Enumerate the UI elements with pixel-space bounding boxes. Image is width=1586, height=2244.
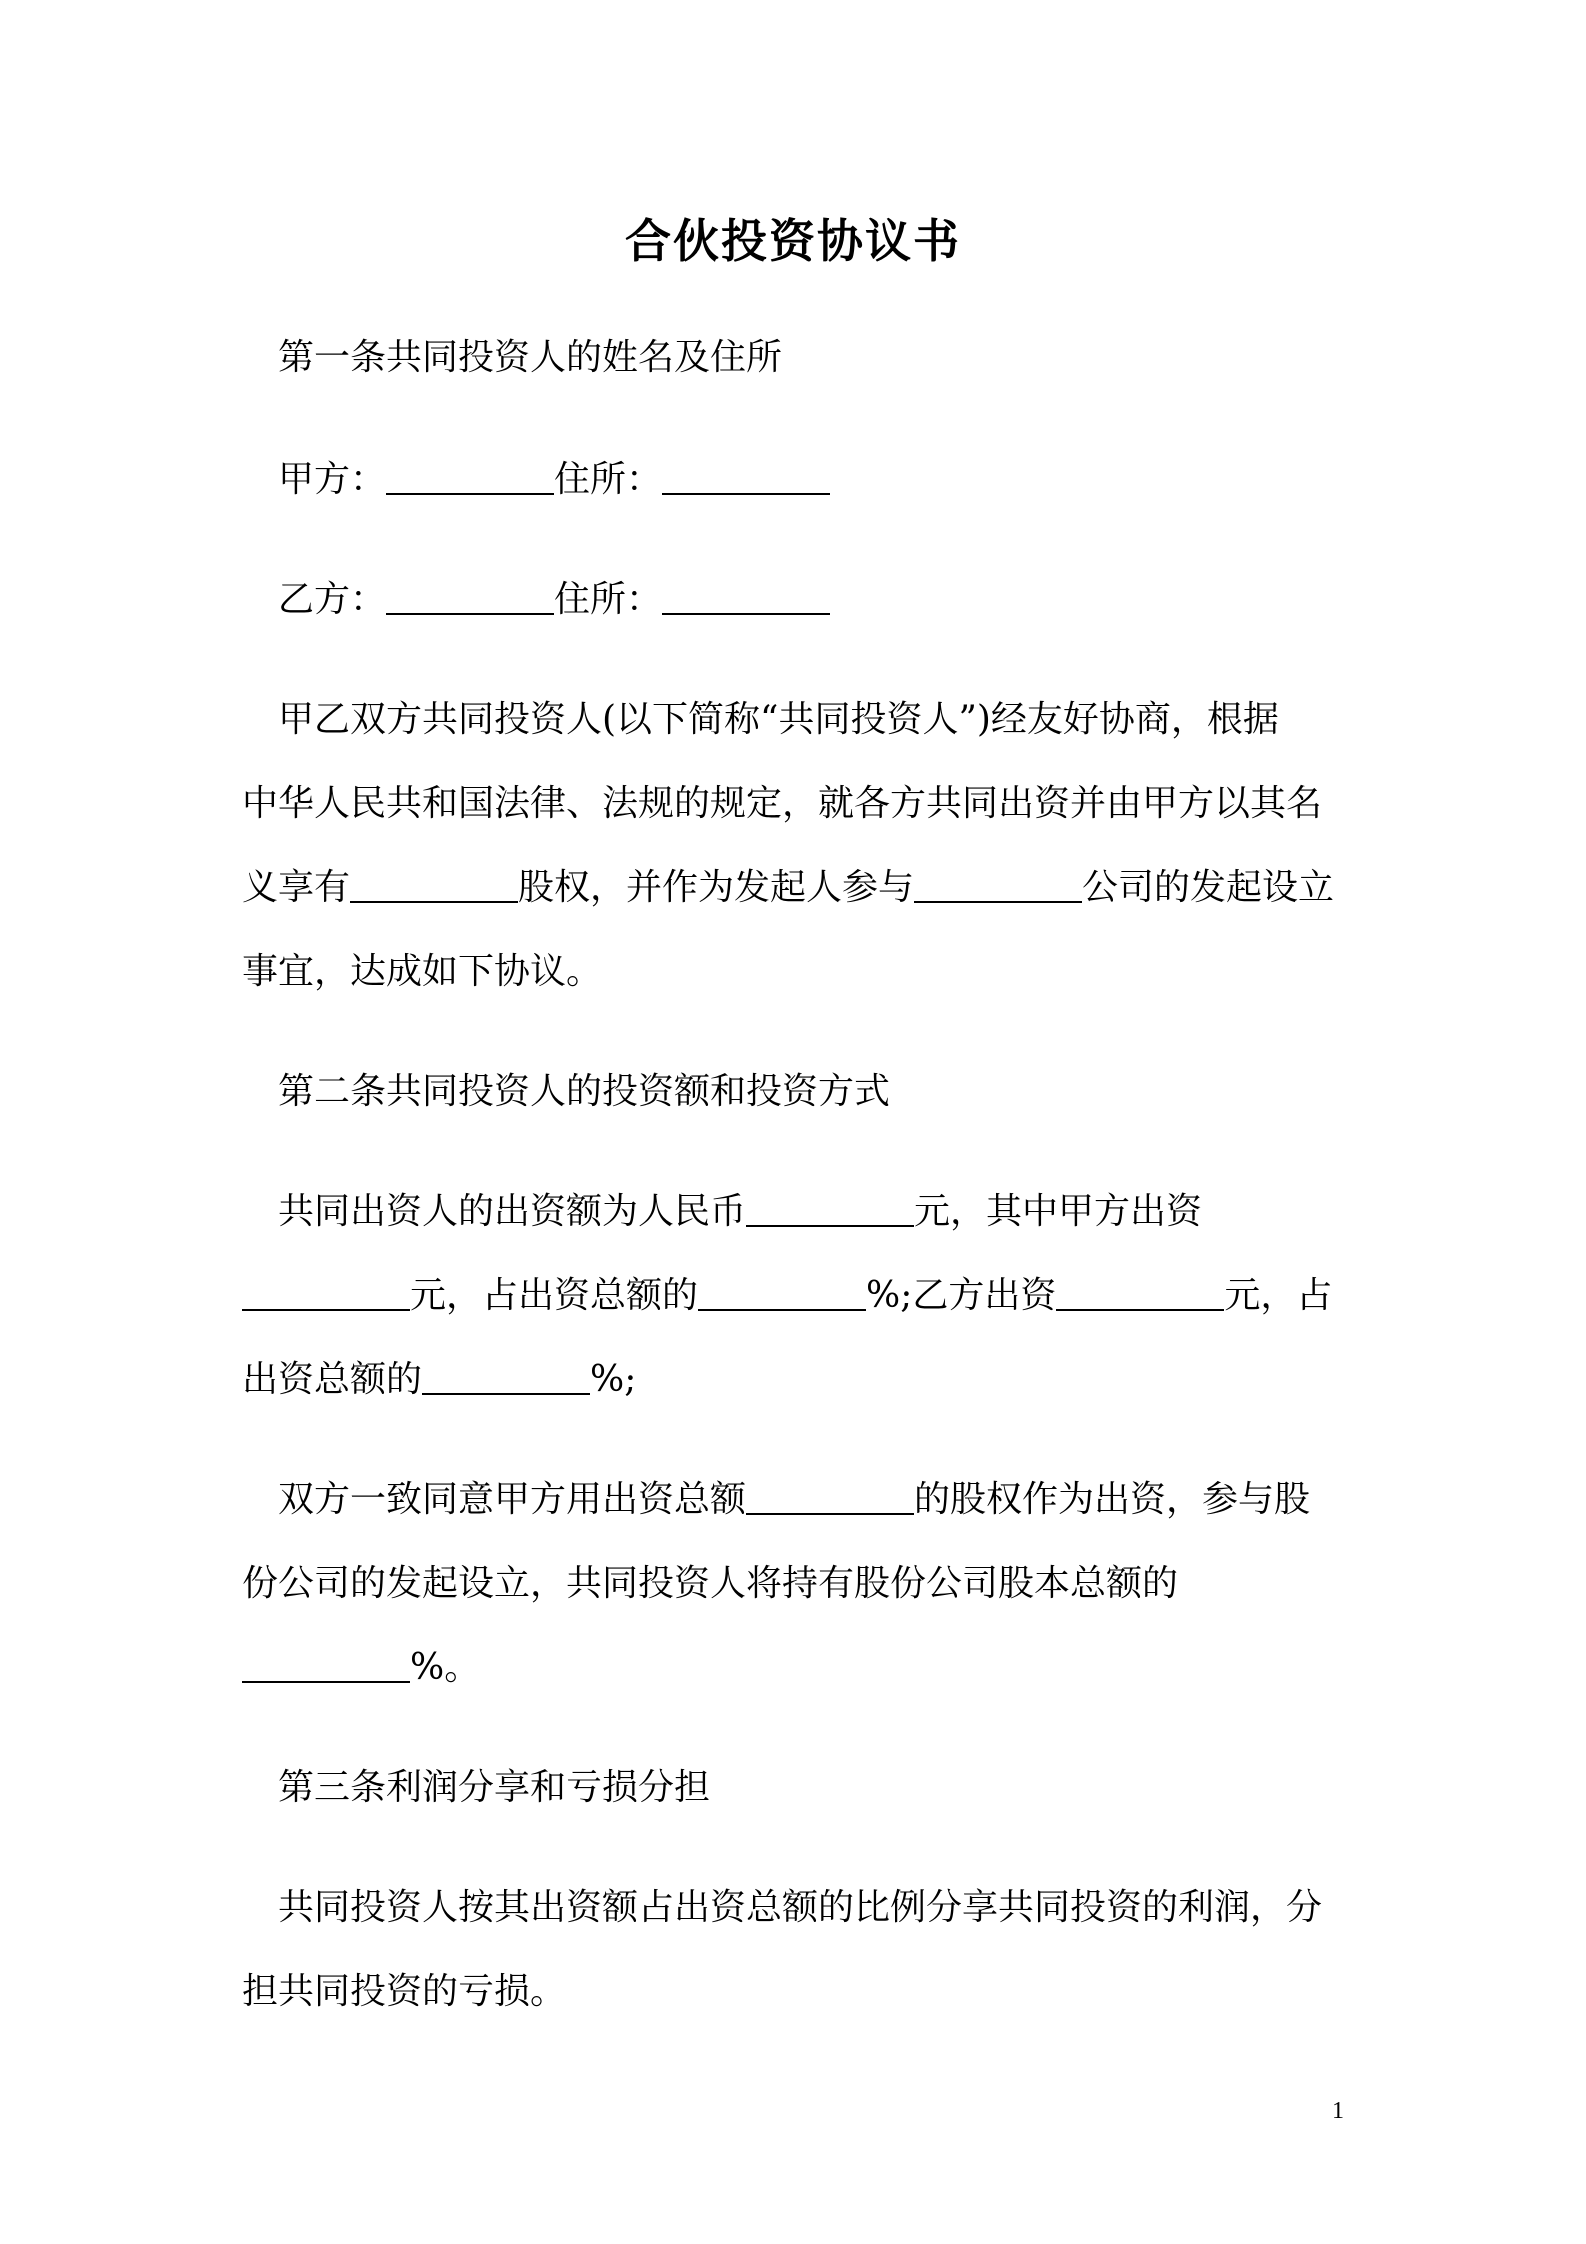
text-segment: 元，占: [1224, 1275, 1333, 1316]
article3-heading: 第三条利润分享和亏损分担: [278, 1767, 711, 1808]
article2-p2-line1: [278, 1478, 1357, 1522]
party-b-label: 乙方：: [278, 579, 387, 620]
article3-line1: 共同投资人按其出资额占出资总额的比例分享共同投资的利润，分: [278, 1887, 1323, 1928]
article1-para-line3: [242, 866, 1357, 910]
party-b-amount-blank: [1056, 1279, 1224, 1311]
text-segment: 双方一致同意甲方用出资总额: [278, 1479, 747, 1520]
article2-heading: 第二条共同投资人的投资额和投资方式: [278, 1071, 891, 1112]
company-name-blank: [914, 871, 1082, 903]
article1-para-line2: 中华人民共和国法律、法规的规定，就各方共同出资并由甲方以其名: [242, 783, 1323, 824]
article3-line2: 担共同投资的亏损。: [242, 1971, 567, 2012]
article1-heading: 第一条共同投资人的姓名及住所: [278, 337, 783, 378]
text-segment: 的股权作为出资，参与股: [914, 1479, 1311, 1520]
text-segment: %。: [410, 1647, 481, 1688]
article2-p1-line3: [242, 1358, 1357, 1402]
article2-p2-line2: 份公司的发起设立，共同投资人将持有股份公司股本总额的: [242, 1563, 1179, 1604]
article1-para-line4: 事宜，达成如下协议。: [242, 951, 603, 992]
text-segment: %;乙方出资: [866, 1275, 1057, 1316]
party-b-address-label: 住所：: [554, 579, 663, 620]
article2-p1-line2: [242, 1274, 1357, 1318]
text-segment: %;: [590, 1359, 637, 1400]
document-title: 合伙投资协议书: [625, 214, 961, 268]
equity-blank: [350, 871, 518, 903]
text-segment: 元，其中甲方出资: [914, 1191, 1203, 1232]
party-a-address-label: 住所：: [554, 459, 663, 500]
text-segment: 公司的发起设立: [1082, 867, 1335, 908]
article2-p2-line3: [242, 1646, 1357, 1690]
page-number: 1: [1332, 2098, 1344, 2124]
article1-para-line1: 甲乙双方共同投资人(以下简称“共同投资人”)经友好协商，根据: [278, 699, 1279, 740]
total-amount-blank: [746, 1195, 914, 1227]
party-b-name-blank: [386, 583, 554, 615]
party-a-amount-blank: [242, 1279, 410, 1311]
party-a-name-blank: [386, 463, 554, 495]
article2-p1-line1: [278, 1190, 1357, 1234]
text-segment: 出资总额的: [242, 1359, 423, 1400]
text-segment: 共同出资人的出资额为人民币: [278, 1191, 747, 1232]
party-a-label: 甲方：: [278, 459, 387, 500]
party-a-line: [278, 458, 1357, 502]
text-segment: 股权，并作为发起人参与: [518, 867, 915, 908]
share-percent-blank: [242, 1651, 410, 1683]
party-a-address-blank: [662, 463, 830, 495]
text-segment: 元，占出资总额的: [410, 1275, 699, 1316]
party-a-percent-blank: [698, 1279, 866, 1311]
party-b-line: [278, 578, 1357, 622]
text-segment: 义享有: [242, 867, 351, 908]
party-b-address-blank: [662, 583, 830, 615]
equity-amount-blank: [746, 1483, 914, 1515]
party-b-percent-blank: [422, 1363, 590, 1395]
